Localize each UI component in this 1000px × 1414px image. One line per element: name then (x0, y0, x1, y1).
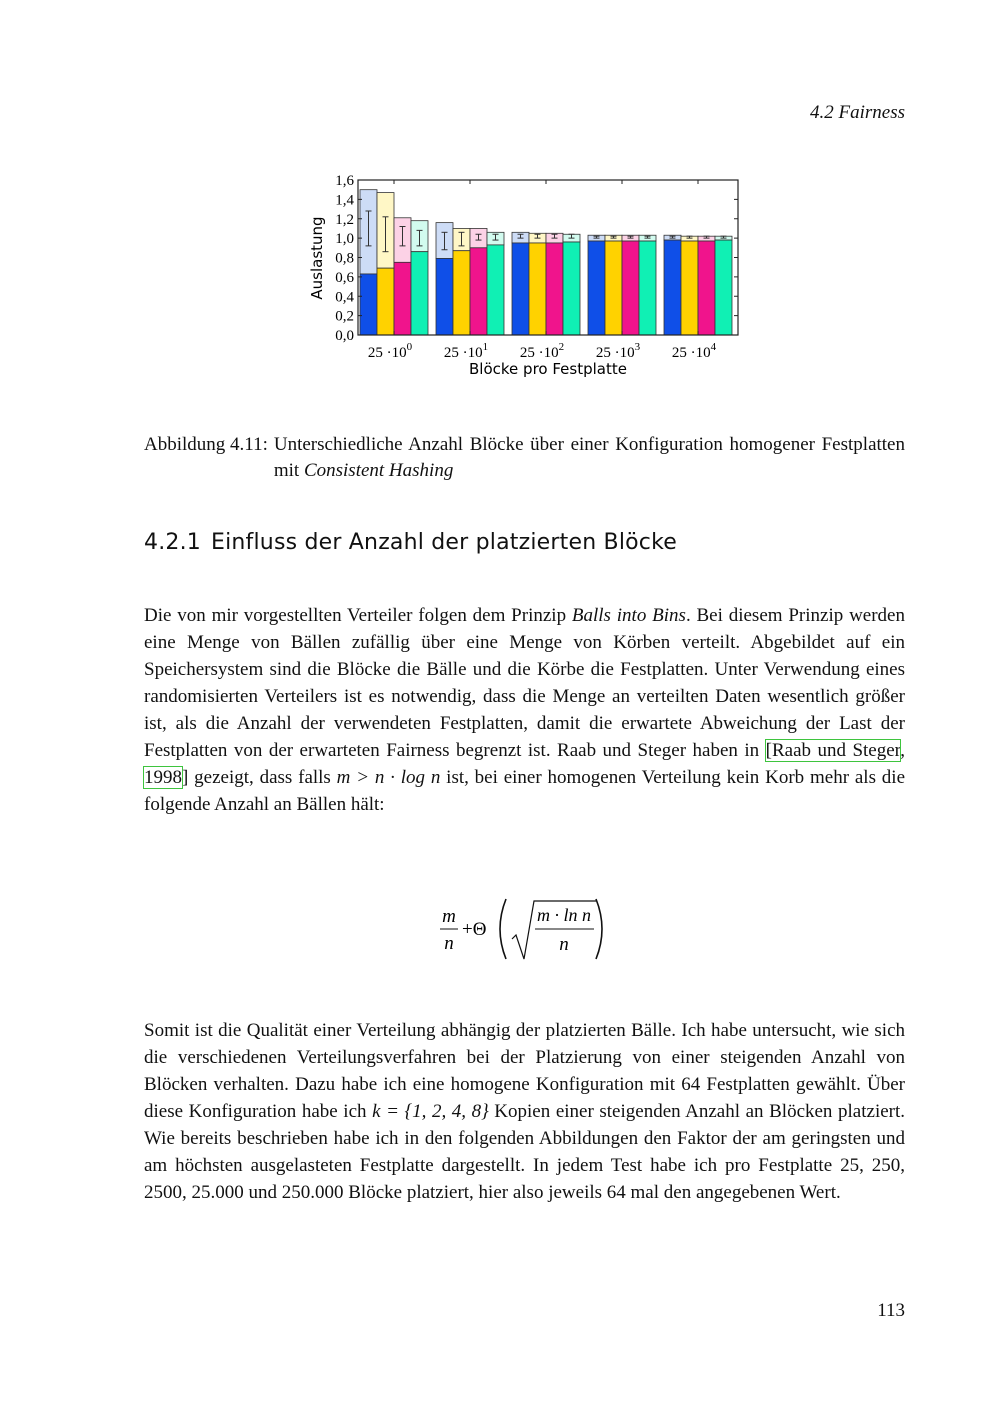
paragraph-experiment (144, 1017, 905, 1206)
x-tick-label: $25 \cdot 10^1$ (443, 341, 489, 361)
y-tick-label: 1,4 (335, 192, 354, 209)
x-tick-exponent: 1 (482, 341, 489, 353)
y-axis-label: Auslastung (308, 216, 326, 300)
x-tick-exponent: 3 (634, 341, 641, 353)
bar-min-s3-c1 (394, 262, 411, 335)
bar-min-s2-c2 (453, 251, 470, 335)
bar-min-s2-c3 (529, 243, 546, 335)
p1-text-4: ist, bei einer homogenen Verteilung kein Korb mehr als die folgende Anzahl an Bällen hält: (144, 767, 906, 815)
chart-bars (360, 190, 732, 335)
section-number: 4.2.1 (144, 530, 201, 555)
inline-math-k: k = {1, 2, 4, 8} (372, 1101, 489, 1122)
x-tick-label: $25 \cdot 10^3$ (595, 341, 641, 361)
caption-text (274, 432, 905, 484)
bar-min-s3-c4 (622, 241, 639, 335)
section-title-text: Einfluss der Anzahl der platzierten Blöcke (210, 530, 677, 555)
formula-denominator: n (444, 933, 454, 954)
citation-link-year[interactable]: 1998 (144, 767, 182, 788)
bar-min-s3-c5 (698, 241, 715, 335)
citation-separator: , (900, 740, 905, 761)
y-tick-label: 0,8 (335, 250, 354, 267)
bar-min-s1-c1 (360, 274, 377, 335)
p1-text-1: Die von mir vorgestellten Verteiler folgen dem Prinzip (144, 605, 572, 626)
y-tick-label: 0,0 (335, 328, 354, 344)
formula-left-paren (500, 899, 506, 959)
caption-body: Unterschiedliche Anzahl Blöcke über einer Konfiguration homogener Festplatten mit (273, 434, 905, 481)
formula-numerator: m (442, 906, 456, 927)
x-tick-label: $25 \cdot 10^0$ (367, 341, 413, 361)
y-tick-label: 1,0 (335, 231, 354, 248)
y-tick-label: 0,4 (335, 289, 354, 306)
display-formula (436, 895, 616, 967)
formula-inner-denominator: n (559, 934, 569, 955)
y-tick-label: 0,6 (335, 269, 354, 286)
citation-link-authors[interactable]: [Raab und Steger (765, 740, 901, 761)
bar-min-s4-c5 (715, 240, 732, 335)
y-tick-label: 1,6 (335, 173, 354, 189)
x-tick-exponent: 2 (558, 341, 565, 353)
x-tick-exponent: 4 (710, 341, 717, 353)
bar-min-s4-c3 (563, 242, 580, 335)
y-tick-label: 0,2 (335, 308, 354, 325)
figure-caption (144, 432, 905, 484)
bar-min-s1-c4 (588, 241, 605, 335)
bar-min-s2-c4 (605, 241, 622, 335)
bar-min-s3-c2 (470, 248, 487, 335)
x-tick-exponent: 0 (406, 341, 413, 353)
x-tick-label: $25 \cdot 10^2$ (519, 341, 565, 361)
bar-chart (300, 168, 750, 383)
x-tick-label: $25 \cdot 10^4$ (671, 341, 717, 361)
bar-min-s1-c5 (664, 240, 681, 335)
running-header: 4.2 Fairness (810, 102, 905, 123)
p1-emphasis: Balls into Bins (571, 605, 686, 626)
bar-min-s1-c3 (512, 243, 529, 335)
bar-min-s4-c4 (639, 241, 656, 335)
bar-min-s4-c1 (411, 252, 428, 335)
bar-min-s1-c2 (436, 258, 453, 335)
formula-inner-numerator: m · ln n (537, 905, 591, 925)
bar-min-s3-c3 (546, 243, 563, 335)
caption-label: Abbildung 4.11: (144, 434, 268, 455)
bar-min-s2-c1 (377, 268, 394, 335)
p2-text-2: Kopien einer steigenden Anzahl an Blöcken platziert. Wie bereits beschrieben habe ich in den folgenden Abbildungen den Faktor der am geringsten und am höchsten ausgelasteten Festplatte dargestellt. In jedem Test habe ich pro Festplatte 25, 250, 2500, 25.000 und 250.000 Blöcke platziert, hier also jeweils 64 mal den angegebenen Wert. (144, 1101, 906, 1203)
p1-text-3: ] gezeigt, dass falls (182, 767, 337, 788)
page-number: 113 (877, 1300, 905, 1321)
p1-text-2: . Bei diesem Prinzip werden eine Menge von Bällen zufällig über eine Menge von Körben verteilt. Abgebildet auf ein Speichersystem sind die Blöcke die Bälle und die Körbe die Festplatten. Unter Verwendung eines randomisierten Verteilers ist es notwendig, dass die Menge an verteilten Daten wesentlich größer ist, als die Anzahl der verwendeten Festplatten, damit die erwartete Abweichung der Last der Festplatten von der erwarteten Fairness begrenzt ist. Raab und Steger haben in (144, 605, 905, 761)
formula-theta: +Θ (462, 919, 487, 940)
p2-text-1: Somit ist die Qualität einer Verteilung abhängig der platzierten Bälle. Ich habe untersucht, wie sich die verschiedenen Verteilungsverfahren bei der Platzierung von einer steigenden Anzahl von Blöcken verhalten. Dazu habe ich eine homogene Konfiguration mit 64 Festplatten gewählt. Über diese Konfiguration habe ich (144, 1020, 905, 1122)
caption-emphasis: Consistent Hashing (303, 460, 454, 481)
inline-math-condition: m > n · log n (336, 767, 441, 788)
paragraph-balls-into-bins (144, 602, 905, 818)
bar-min-s2-c5 (681, 241, 698, 335)
bar-min-s4-c2 (487, 245, 504, 335)
y-tick-label: 1,2 (335, 211, 354, 228)
section-heading (144, 530, 677, 555)
x-axis-label: Blöcke pro Festplatte (469, 360, 627, 378)
formula-right-paren (596, 899, 602, 959)
